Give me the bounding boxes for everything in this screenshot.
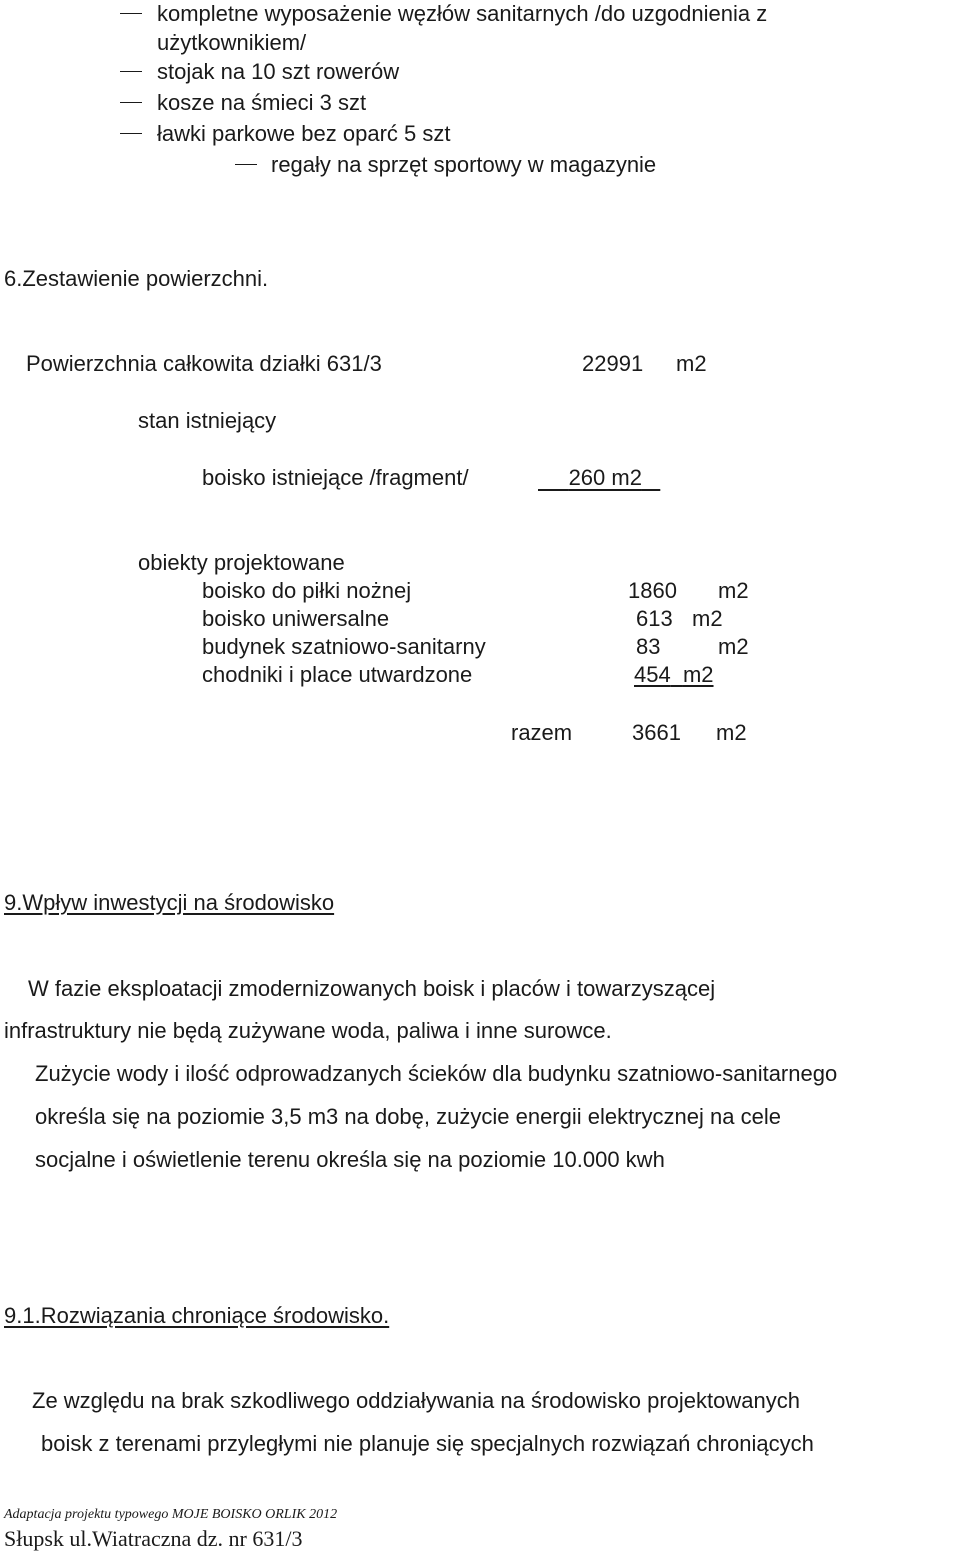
paragraph-line: Zużycie wody i ilość odprowadzanych ścieków dla budynku szatniowo-sanitarnego xyxy=(35,1061,838,1086)
paragraph-line: socjalne i oświetlenie terenu określa się na poziomie 10.000 kwh xyxy=(35,1147,665,1172)
list-item: kompletne wyposażenie węzłów sanitarnych /do uzgodnienia z xyxy=(157,1,768,26)
paragraph-line: infrastruktury nie będą zużywane woda, paliwa i inne surowce. xyxy=(4,1018,612,1043)
sum-unit: m2 xyxy=(716,720,747,745)
projected-item-label: chodniki i place utwardzone xyxy=(202,662,473,687)
list-item: regały na sprzęt sportowy w magazynie xyxy=(271,152,657,177)
paragraph-line: Ze względu na brak szkodliwego oddziaływania na środowisko projektowanych xyxy=(32,1388,800,1413)
existing-state-label: stan istniejący xyxy=(138,408,277,433)
dash-bullet-icon xyxy=(235,164,257,165)
dash-bullet-icon xyxy=(120,133,142,134)
list-item: ławki parkowe bez oparć 5 szt xyxy=(157,121,451,146)
footer-address: Słupsk ul.Wiatraczna dz. nr 631/3 xyxy=(4,1526,303,1551)
projected-label: obiekty projektowane xyxy=(138,550,345,575)
sum-label: razem xyxy=(511,720,573,745)
projected-item-unit: m2 xyxy=(718,634,749,659)
section-title: 6.Zestawienie powierzchni. xyxy=(4,266,269,291)
projected-item-value: 613 xyxy=(636,606,673,631)
projected-item-label: boisko uniwersalne xyxy=(202,606,390,631)
projected-item-unit: m2 xyxy=(692,606,723,631)
existing-item-value-text: 260 m2 xyxy=(568,465,642,490)
projected-item-value: 454 xyxy=(634,662,671,687)
paragraph-line: określa się na poziomie 3,5 m3 na dobę, zużycie energii elektrycznej na cele xyxy=(35,1104,781,1129)
total-area-label: Powierzchnia całkowita działki 631/3 xyxy=(26,351,382,376)
existing-item-label: boisko istniejące /fragment/ xyxy=(202,465,469,490)
projected-item-unit: m2 xyxy=(682,662,714,687)
dash-bullet-icon xyxy=(120,71,142,72)
total-area-value: 22991 xyxy=(582,351,644,376)
list-item: stojak na 10 szt rowerów xyxy=(157,59,400,84)
paragraph-line: boisk z terenami przyległymi nie planuje się specjalnych rozwiązań chroniących xyxy=(41,1431,814,1456)
list-item-continuation: użytkownikiem/ xyxy=(157,30,307,55)
section-title: 9.Wpływ inwestycji na środowisko xyxy=(4,890,335,915)
projected-item-unit: m2 xyxy=(718,578,749,603)
total-area-unit: m2 xyxy=(676,351,707,376)
sum-value: 3661 xyxy=(632,720,681,745)
dash-bullet-icon xyxy=(120,13,142,14)
projected-item-value: 1860 xyxy=(628,578,677,603)
projected-item-value: 83 xyxy=(636,634,661,659)
paragraph-line: W fazie eksploatacji zmodernizowanych boisk i placów i towarzyszącej xyxy=(28,976,716,1001)
footer-project: Adaptacja projektu typowego MOJE BOISKO ORLIK 2012 xyxy=(4,1507,338,1522)
projected-item-value-last xyxy=(634,664,714,686)
projected-item-label: budynek szatniowo-sanitarny xyxy=(202,634,486,659)
existing-item-value xyxy=(538,467,660,489)
dash-bullet-icon xyxy=(120,102,142,103)
projected-item-label: boisko do piłki nożnej xyxy=(202,578,412,603)
list-item: kosze na śmieci 3 szt xyxy=(157,90,367,115)
section-title: 9.1.Rozwiązania chroniące środowisko. xyxy=(4,1303,390,1328)
